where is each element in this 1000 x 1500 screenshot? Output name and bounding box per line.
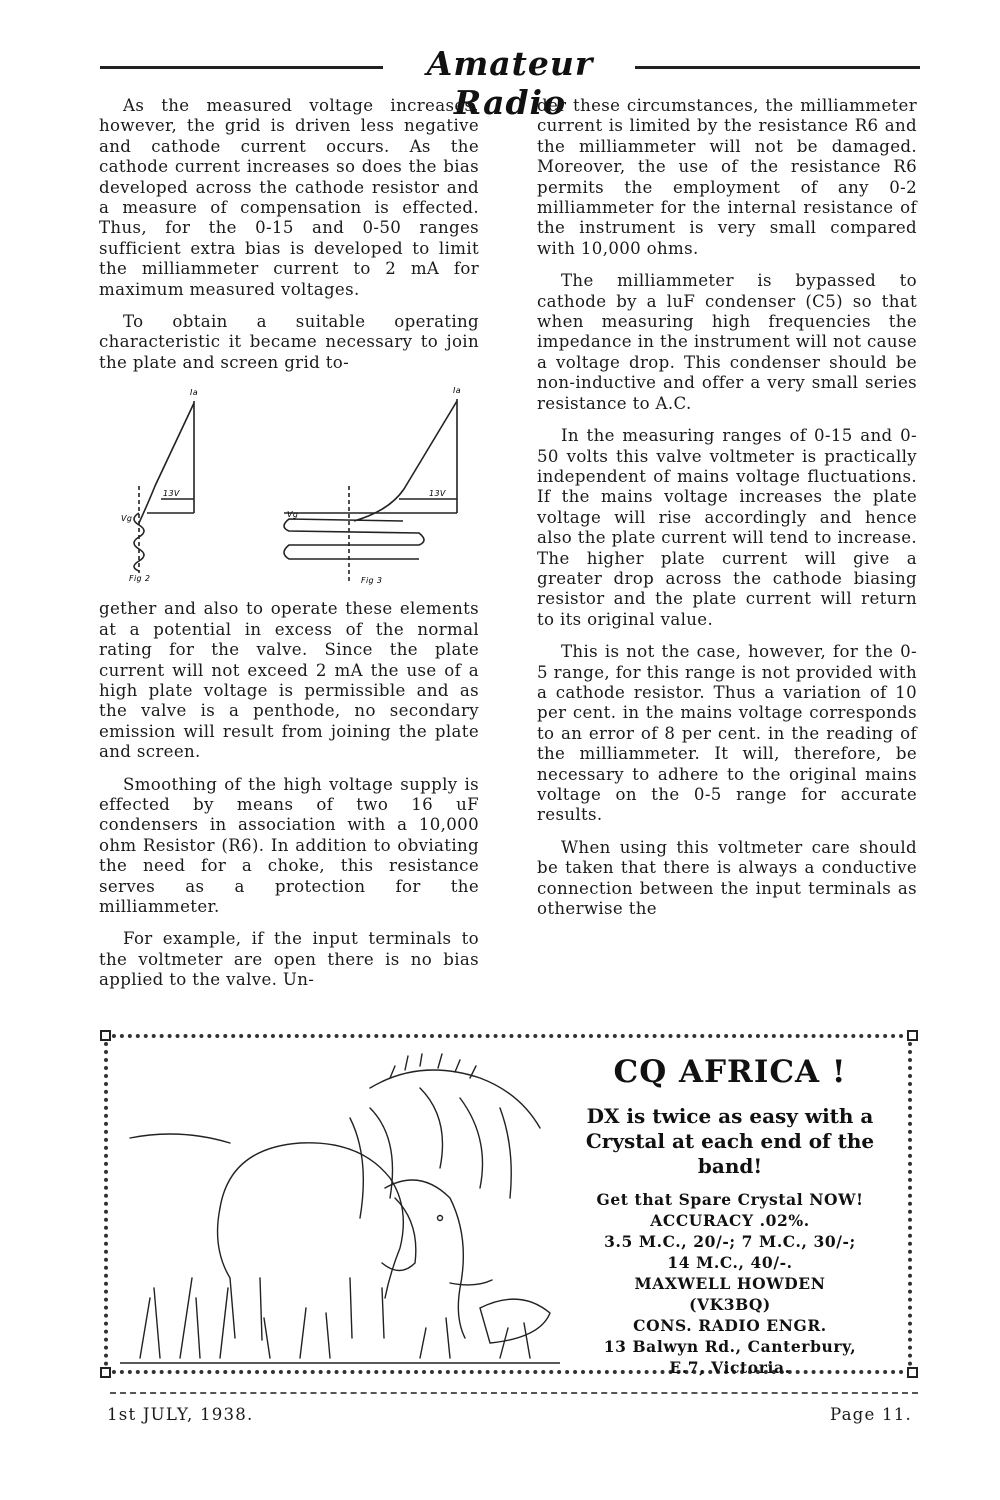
ad-line: MAXWELL HOWDEN (634, 1274, 826, 1293)
fig3-caption: Fig 3 (361, 576, 383, 586)
ad-copy (560, 1054, 900, 1378)
characteristic-figures (99, 381, 479, 589)
figure-drawing (99, 381, 479, 589)
corner-ornament (907, 1367, 918, 1378)
fig2-ia-label: Ia (190, 388, 198, 398)
masthead-rule-right (635, 66, 920, 69)
paragraph: When using this voltmeter care should be taken that there is always a conductive connection between the input terminals as otherwise the (537, 837, 917, 919)
ad-line: ACCURACY .02%. (650, 1211, 810, 1230)
footer-rule (110, 1392, 918, 1394)
paragraph: To obtain a suitable operating characteristic it became necessary to join the plate and screen grid to- (99, 312, 479, 372)
fig3-ia-label: Ia (453, 386, 461, 396)
paragraph: der these circumstances, the milliammeter current is limited by the resistance R6 and the milliammeter will not be damaged. Moreover, the use of the resistance R6 permits the employment of any 0-2 milliammeter for the internal resistance of the instrument is very small compared with 10,000 ohms. (537, 96, 917, 258)
fig3-13v-label: 13V (429, 489, 446, 499)
magazine-title: Amateur Radio (426, 44, 594, 122)
fig2-caption: Fig 2 (129, 574, 151, 584)
masthead (100, 44, 920, 122)
fig2-13v-label: 13V (163, 489, 180, 499)
ad-line: 3.5 M.C., 20/-; 7 M.C., 30/-; (604, 1232, 856, 1251)
ad-line: (VK3BQ) (689, 1295, 771, 1314)
paragraph: As the measured voltage increases, however, the grid is driven less negative and cathode current occurs. As the cathode current increases so does the bias developed across the cathode resistor and a measure of compensation is effected. Thus, for the 0-15 and 0-50 ranges sufficient extra bias is developed to limit the milliammeter current to 2 mA for maximum measured voltages. (99, 96, 479, 299)
corner-ornament (100, 1030, 111, 1041)
masthead-rule-left (100, 66, 383, 69)
ad-heading: CQ AFRICA ! (613, 1054, 847, 1090)
paragraph: For example, if the input terminals to the voltmeter are open there is no bias applied to the valve. Un- (99, 929, 479, 990)
article-column-right (537, 96, 917, 931)
ad-line: E.7, Victoria. (669, 1358, 791, 1377)
ad-pitch: DX is twice as easy with a Crystal at each end of the band! (585, 1104, 875, 1178)
paragraph: Smoothing of the high voltage supply is effected by means of two 16 uF condensers in association with a 10,000 ohm Resistor (R6). In addition to obviating the need for a choke, this resistance serves as a protection for the milliammeter. (99, 774, 479, 916)
paragraph: In the measuring ranges of 0-15 and 0-50 volts this valve voltmeter is practically independent of mains voltage fluctuations. If the mains voltage increases the plate voltage will rise accordingly and hence also the plate current will tend to increase. The higher plate current will give a greater drop across the cathode biasing resistor and the plate current will return to its original value. (537, 426, 918, 629)
corner-ornament (907, 1030, 918, 1041)
page-number: Page 11. (829, 1405, 912, 1424)
ad-line: CONS. RADIO ENGR. (633, 1316, 827, 1335)
paragraph: gether and also to operate these elements at a potential in excess of the normal rating for the valve. Since the plate current will not exceed 2 mA the use of a high plate voltage is permissible and as the valve is a penthode, no secondary emission will result from joining the plate and screen. (99, 599, 479, 762)
corner-ornament (100, 1367, 111, 1378)
article-column-left (99, 96, 479, 1003)
elephant-illustration (120, 1048, 560, 1368)
ad-line: 13 Balwyn Rd., Canterbury, (603, 1337, 857, 1356)
paragraph: The milliammeter is bypassed to cathode by a luF condenser (C5) so that when measuring high frequencies the impedance in the instrument will not cause a voltage drop. This condenser should be non-inductive and offer a very small series resistance to A.C. (537, 271, 917, 413)
issue-date: 1st JULY, 1938. (107, 1405, 254, 1424)
paragraph: This is not the case, however, for the 0-5 range, for this range is not provided with a cathode resistor. Thus a variation of 10 per cent. in the mains voltage corresponds to an error of 8 per cent. in the reading of the milliammeter. It will, therefore, be necessary to adhere to the original mains voltage on the 0-5 range for accurate results. (537, 642, 917, 825)
fig2-vg-label: Vg (121, 514, 133, 524)
fig3-vg-label: Vg (287, 510, 299, 520)
ad-line: Get that Spare Crystal NOW! (596, 1190, 864, 1209)
advertisement-box (100, 1030, 918, 1378)
ad-line: 14 M.C., 40/-. (667, 1253, 793, 1272)
figure-2 (134, 401, 194, 573)
